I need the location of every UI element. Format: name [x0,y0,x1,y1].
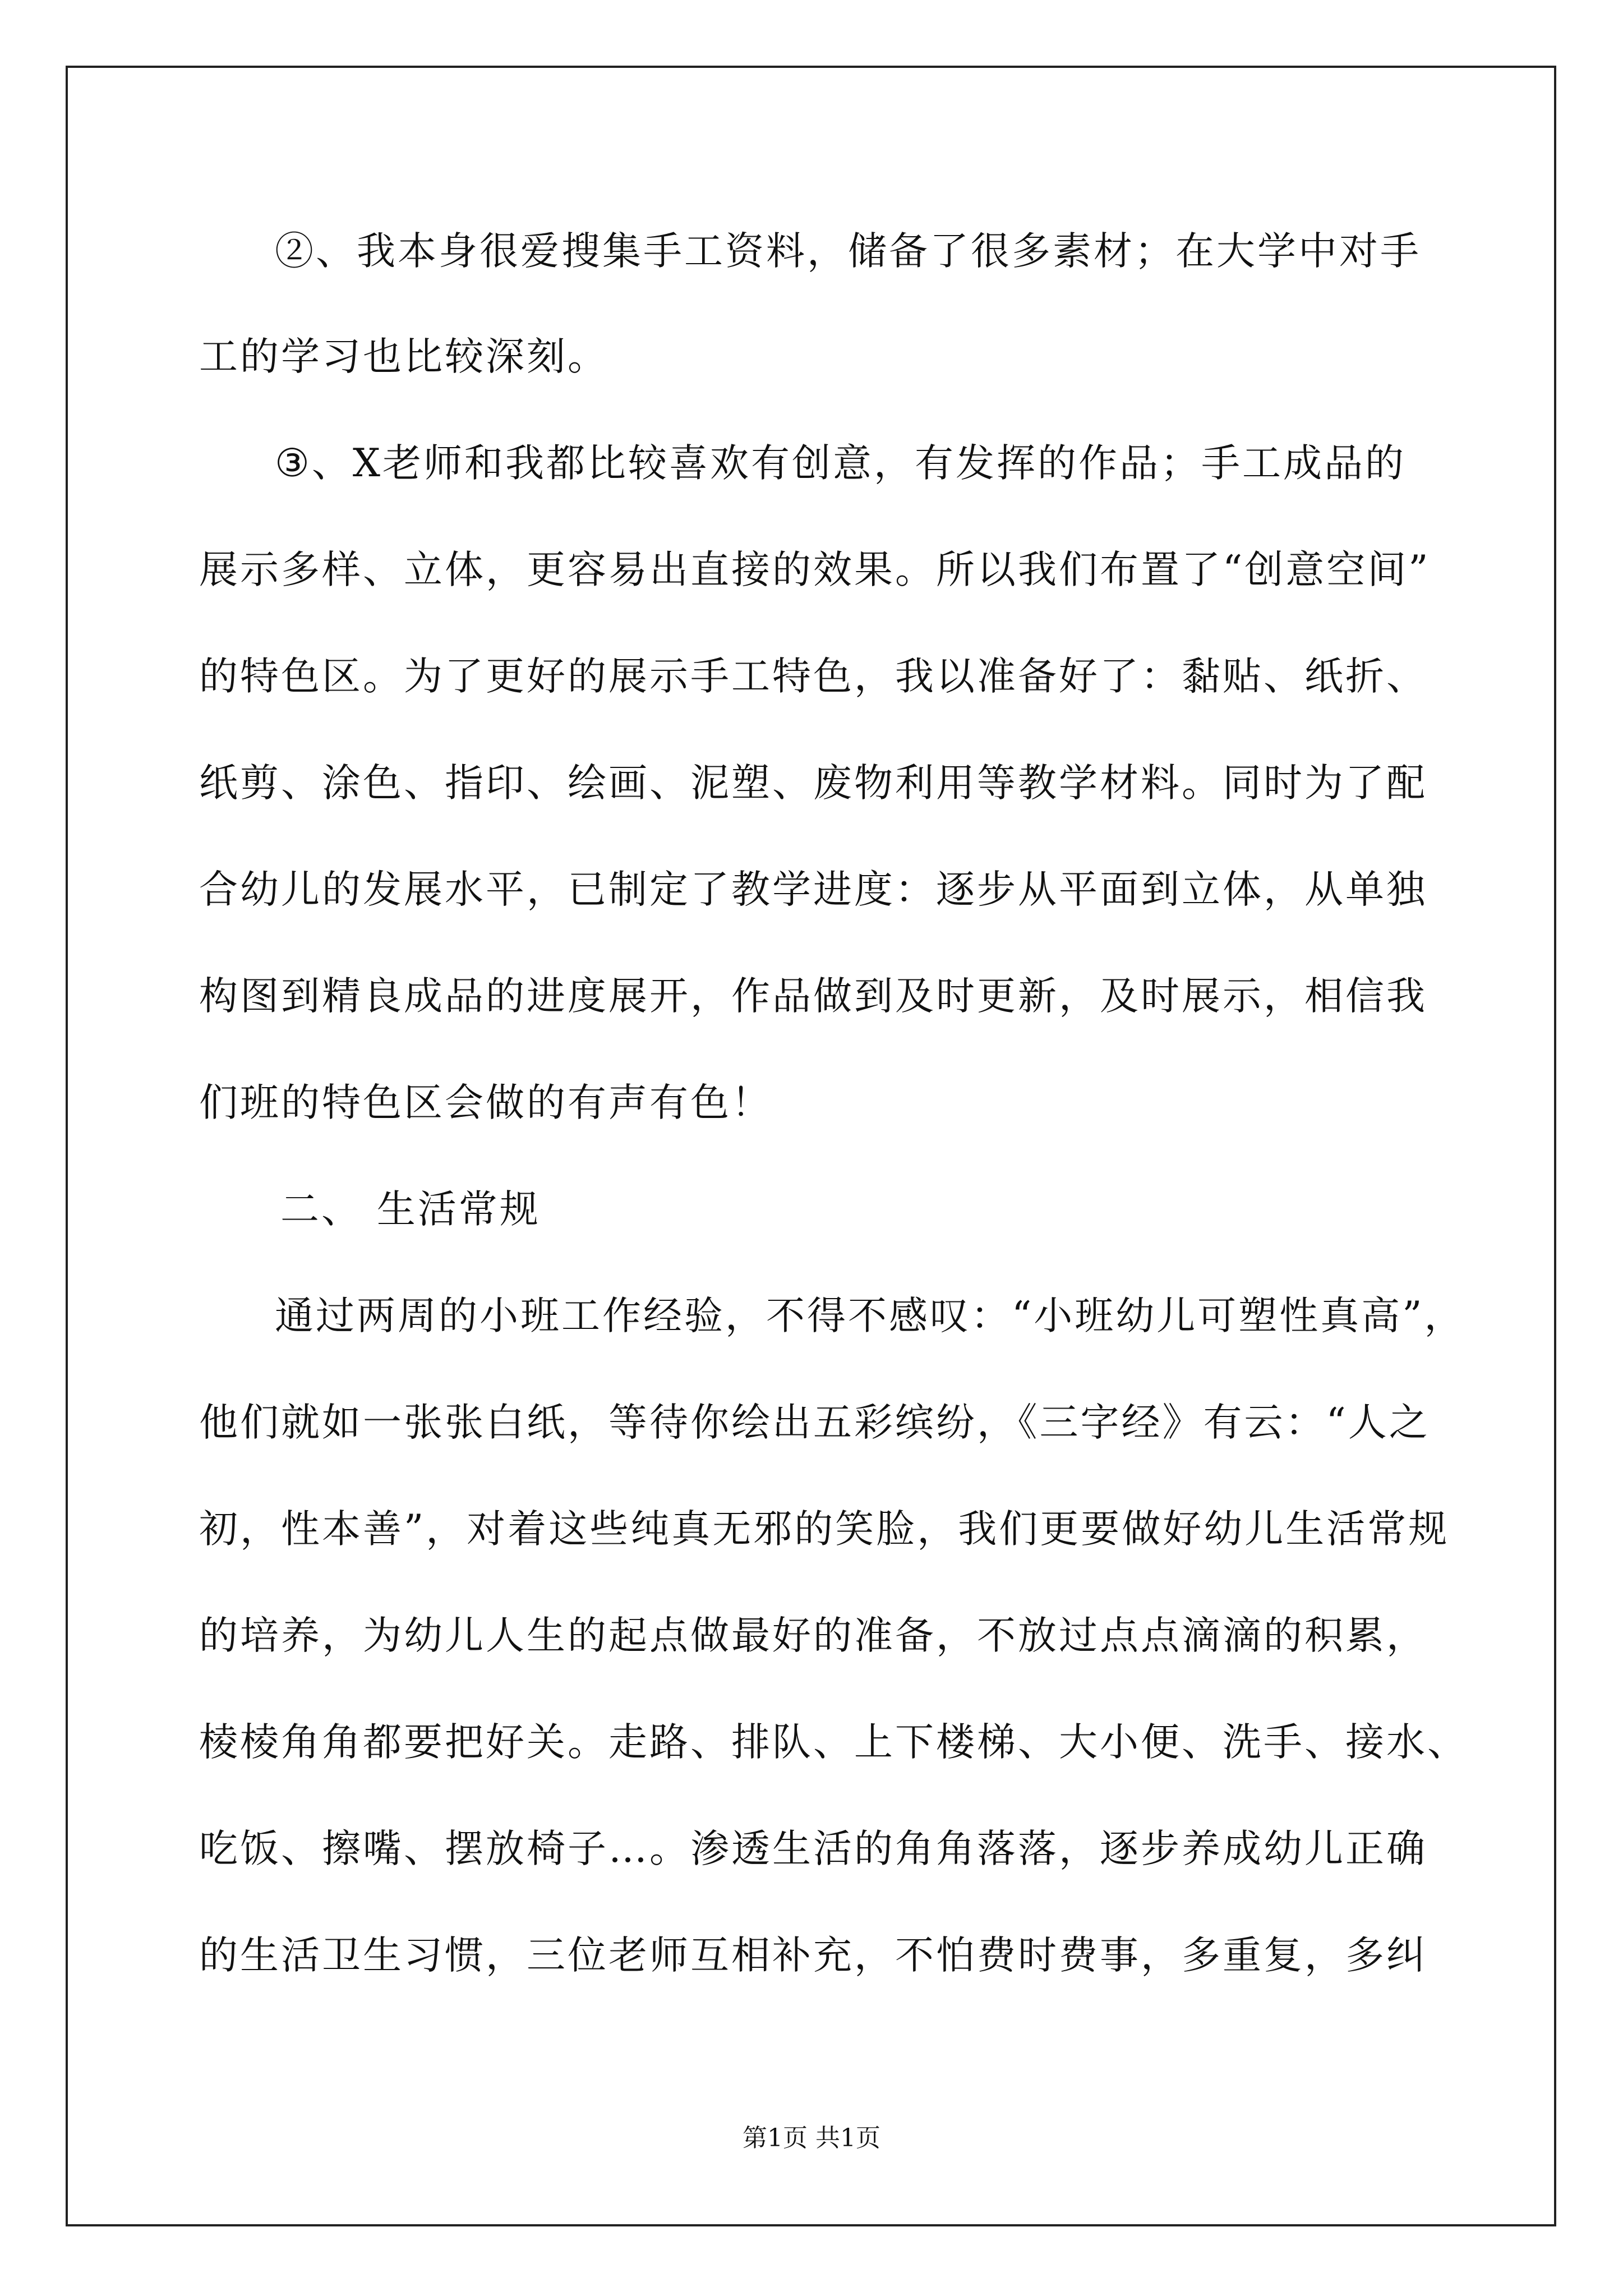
text-line: 展示多样、立体，更容易出直接的效果。所以我们布置了“创意空间” [199,547,1431,592]
text-line: ③、X老师和我都比较喜欢有创意，有发挥的作品；手工成品的 [275,441,1406,486]
text-line: 构图到精良成品的进度展开，作品做到及时更新，及时展示，相信我 [199,974,1427,1019]
text-line: 通过两周的小班工作经验，不得不感叹：“小班幼儿可塑性真高”， [275,1294,1465,1338]
text-line: 们班的特色区会做的有声有色！ [199,1080,772,1125]
text-line: 他们就如一张张白纸，等待你绘出五彩缤纷，《三字经》有云：“人之 [199,1400,1430,1445]
text-line: 初，性本善”，对着这些纯真无邪的笑脸，我们更要做好幼儿生活常规 [199,1507,1450,1552]
text-line: 棱棱角角都要把好关。走路、排队、上下楼梯、大小便、洗手、接水、 [199,1720,1468,1765]
text-line: 工的学习也比较深刻。 [199,334,608,379]
text-line: 的培养，为幼儿人生的起点做最好的准备，不放过点点滴滴的积累， [199,1613,1427,1658]
text-line: 的特色区。为了更好的展示手工特色，我以准备好了：黏贴、纸折、 [199,654,1427,699]
page-footer: 第1页 共1页 [743,2124,880,2152]
section-heading: 二、 生活常规 [280,1187,541,1232]
text-line: 纸剪、涂色、指印、绘画、泥塑、废物利用等教学材料。同时为了配 [199,761,1427,806]
text-line: ②、我本身很爱搜集手工资料，储备了很多素材；在大学中对手 [275,229,1421,274]
text-line: 吃饭、擦嘴、摆放椅子…。渗透生活的角角落落，逐步养成幼儿正确 [199,1826,1427,1871]
text-line: 的生活卫生习惯，三位老师互相补充，不怕费时费事，多重复，多纠 [199,1933,1427,1978]
page-border [66,66,1556,2226]
text-line: 合幼儿的发展水平，已制定了教学进度：逐步从平面到立体，从单独 [199,867,1427,912]
